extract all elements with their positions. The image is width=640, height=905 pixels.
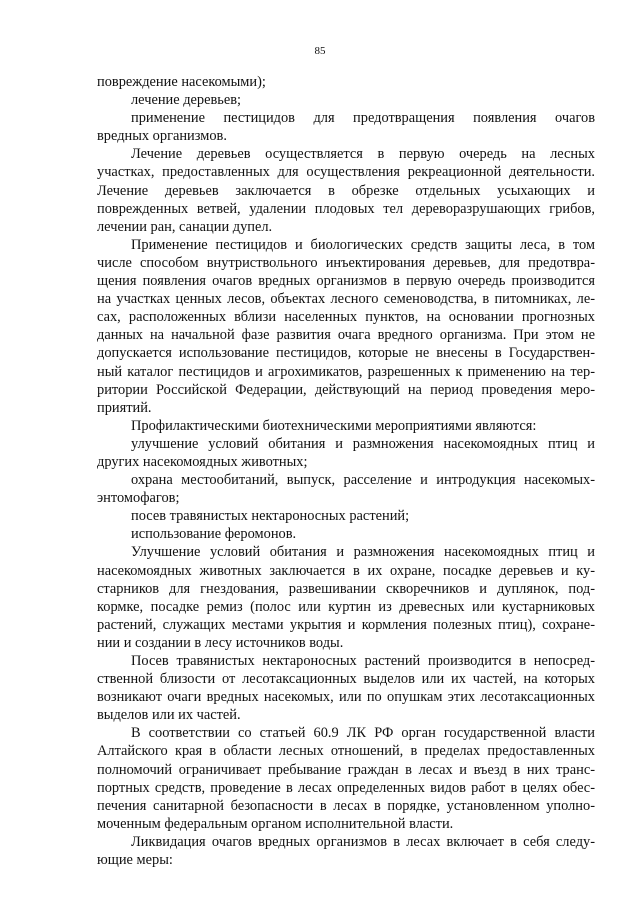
- text-line: применение пестицидов для предотвращения появления очагов: [131, 110, 595, 127]
- text-line: Лечение деревьев заключается в обрезке отдельных усыхающих и: [97, 182, 595, 199]
- text-line: энтомофагов;: [97, 490, 180, 507]
- text-line: улучшение условий обитания и размножения насекомоядных птиц и: [131, 435, 595, 452]
- text-line: данных на начальной фазе развития очага вредного организма. При этом не: [97, 327, 595, 344]
- text-line: Алтайского края в области лесных отношений, в пределах предоставленных: [97, 743, 595, 760]
- text-line: других насекомоядных животных;: [97, 453, 308, 470]
- text-line: использование феромонов.: [131, 526, 297, 543]
- text-line: вредных организмов.: [97, 128, 227, 145]
- text-line: нии и создании в лесу источников воды.: [97, 634, 344, 651]
- text-line: ритории Российской Федерации, действующий на период проведения меро-: [97, 381, 595, 398]
- text-line: лечении ран, санации дупел.: [97, 218, 273, 235]
- text-line: приятий.: [97, 399, 152, 416]
- text-line: ственной близости от лесотаксационных выделов или их частей, на которых: [97, 671, 595, 688]
- text-line: посев травянистых нектароносных растений;: [131, 508, 410, 525]
- text-line: ющие меры:: [97, 852, 173, 869]
- text-line: сах, расположенных вблизи населенных пунктов, на основании прогнозных: [97, 309, 595, 326]
- text-line: лечение деревьев;: [131, 92, 242, 109]
- text-line: моченным федеральным органом исполнительной власти.: [97, 815, 454, 832]
- text-line: на участках ценных лесов, объектах лесного семеноводства, в питомниках, ле-: [97, 291, 595, 308]
- text-line: растений, служащих местами укрытия и кормления полезных птиц), сохране-: [97, 616, 595, 633]
- text-line: Профилактическими биотехническими мероприятиями являются:: [131, 417, 537, 434]
- text-line: выделов или их частей.: [97, 707, 241, 724]
- text-line: Применение пестицидов и биологических средств защиты леса, в том: [131, 236, 595, 253]
- text-line: Улучшение условий обитания и размножения насекомоядных птиц и: [131, 544, 595, 561]
- text-line: полномочий ограничивает пребывание граждан в лесах и въезд в них транс-: [97, 761, 595, 778]
- text-line: допускается использование пестицидов, которые не внесены в Государствен-: [97, 345, 595, 362]
- text-line: кормке, посадке ремиз (полос или куртин из древесных или кустарниковых: [97, 598, 595, 615]
- document-body: [97, 73, 595, 869]
- text-line: старников для гнездования, развешивании скворечников и дуплянок, под-: [97, 580, 595, 597]
- text-line: возникают очаги вредных насекомых, или по опушкам этих лесотаксационных: [97, 689, 595, 706]
- text-line: числе способом внутриствольного инъектирования деревьев, для предотвра-: [97, 254, 595, 271]
- text-line: Посев травянистых нектароносных растений производится в непосред-: [131, 653, 595, 669]
- text-line: щения появления очагов вредных организмов в первую очередь производится: [97, 273, 595, 290]
- text-line: печения санитарной безопасности в лесах в порядке, установленном уполно-: [97, 797, 595, 814]
- text-line: участках, предоставленных для осуществления рекреационной деятельности.: [97, 164, 595, 181]
- text-line: насекомоядных животных заключается в их охране, посадке деревьев и ку-: [97, 562, 595, 579]
- text-line: Ликвидация очагов вредных организмов в лесах включает в себя следу-: [131, 833, 595, 850]
- page-number: 85: [314, 45, 326, 57]
- text-line: ный каталог пестицидов и агрохимикатов, разрешенных к применению на тер-: [97, 363, 595, 380]
- text-line: Лечение деревьев осуществляется в первую очередь на лесных: [131, 146, 595, 163]
- text-line: поврежденных ветвей, удалении плодовых тел дереворазрушающих грибов,: [97, 200, 595, 217]
- text-line: В соответствии со статьей 60.9 ЛК РФ орган государственной власти: [131, 725, 595, 742]
- text-line: охрана местообитаний, выпуск, расселение и интродукция насекомых-: [131, 472, 595, 489]
- text-line: портных средств, проведение в лесах определенных видов работ в целях обес-: [97, 779, 595, 796]
- text-line: повреждение насекомыми);: [97, 74, 266, 90]
